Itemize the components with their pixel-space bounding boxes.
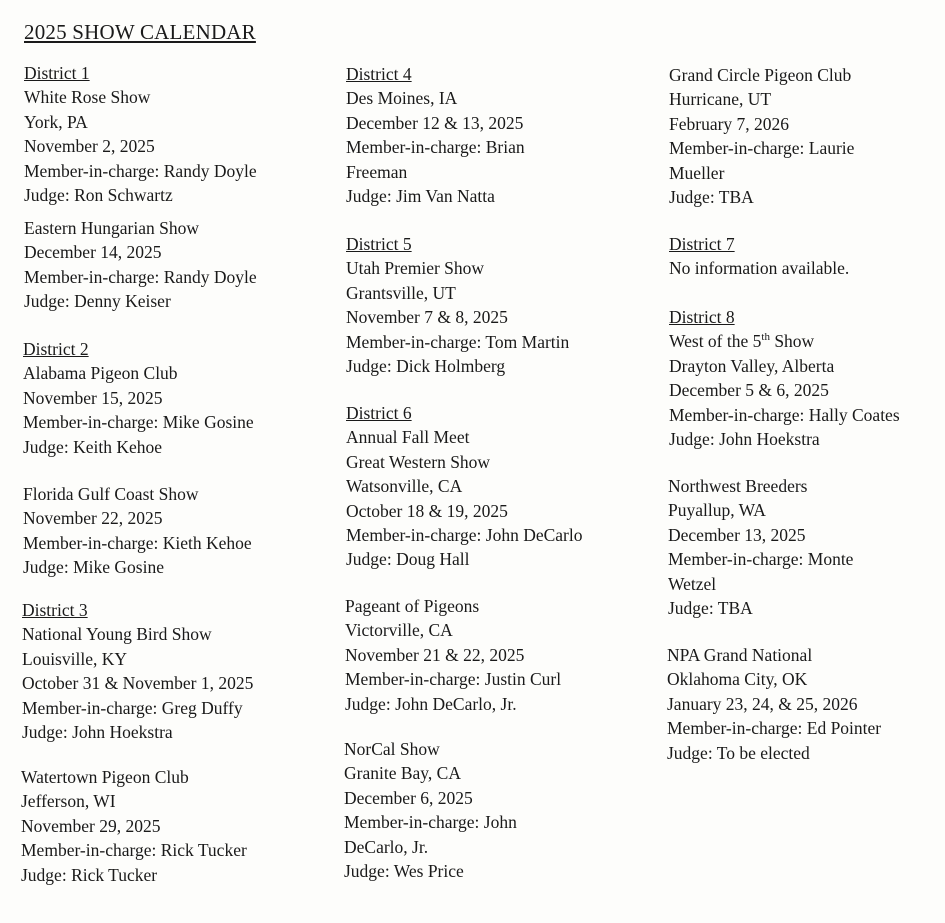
show-member-in-charge: Member-in-charge: Monte [668, 549, 854, 570]
show-name-2: Great Western Show [346, 451, 491, 472]
show-date: December 6, 2025 [344, 787, 473, 808]
show-location: Granite Bay, CA [344, 763, 461, 784]
show-member-in-charge: Member-in-charge: Brian [346, 137, 525, 158]
district-4-section [346, 62, 656, 208]
show-location: Louisville, KY [22, 648, 127, 669]
show-date: December 12 & 13, 2025 [346, 112, 524, 133]
district-heading: District 8 [669, 307, 735, 327]
district-heading: District 1 [24, 63, 90, 83]
show-location: York, PA [24, 111, 88, 132]
page-title: 2025 SHOW CALENDAR [24, 20, 256, 44]
district-3-section [22, 598, 332, 744]
show-member-in-charge: Member-in-charge: Greg Duffy [22, 697, 243, 718]
district-heading: District 2 [23, 339, 89, 359]
show-member-in-charge: Member-in-charge: Tom Martin [346, 331, 570, 352]
show-entry [21, 765, 331, 887]
show-member-in-charge: Member-in-charge: Laurie [669, 138, 855, 159]
show-member-in-charge: Member-in-charge: Mike Gosine [23, 412, 254, 433]
show-entry [669, 63, 945, 209]
show-judge: Judge: Rick Tucker [21, 864, 158, 885]
show-name: Pageant of Pigeons [345, 596, 480, 616]
show-member-in-charge: Member-in-charge: John [344, 812, 517, 833]
show-date: October 31 & November 1, 2025 [22, 673, 254, 694]
show-member-in-charge-cont: DeCarlo, Jr. [344, 836, 429, 857]
district-heading: District 7 [669, 234, 735, 254]
show-date: November 29, 2025 [21, 815, 161, 836]
show-member-in-charge-cont: Mueller [669, 162, 725, 183]
show-judge: Judge: Jim Van Natta [346, 186, 495, 207]
show-member-in-charge-cont: Freeman [346, 161, 408, 182]
show-member-in-charge: Member-in-charge: Rick Tucker [21, 840, 247, 861]
district-5-section [346, 232, 656, 378]
show-member-in-charge: Member-in-charge: Ed Pointer [667, 718, 882, 739]
show-judge: Judge: Dick Holmberg [346, 356, 506, 377]
show-date: December 14, 2025 [24, 242, 162, 263]
show-name: Northwest Breeders [668, 476, 808, 496]
show-location: Puyallup, WA [668, 500, 766, 521]
show-date: October 18 & 19, 2025 [346, 500, 508, 521]
show-date: February 7, 2026 [669, 113, 790, 134]
show-name: Annual Fall Meet [346, 427, 470, 448]
show-name: Watertown Pigeon Club [21, 767, 189, 787]
show-entry [24, 216, 334, 314]
show-entry [345, 594, 655, 716]
district-heading: District 3 [22, 600, 88, 620]
show-judge: Judge: Mike Gosine [23, 557, 164, 578]
show-judge: Judge: To be elected [667, 742, 810, 763]
show-date: December 13, 2025 [668, 524, 806, 545]
show-judge: Judge: TBA [668, 598, 753, 619]
show-judge: Judge: TBA [669, 187, 754, 208]
show-member-in-charge-cont: Wetzel [668, 573, 717, 594]
show-member-in-charge: Member-in-charge: Hally Coates [669, 404, 900, 425]
show-name: Eastern Hungarian Show [24, 218, 199, 238]
show-name: NorCal Show [344, 739, 440, 759]
show-name [669, 329, 945, 353]
district-1-section [24, 61, 334, 207]
district-heading: District 5 [346, 234, 412, 254]
show-judge: Judge: Doug Hall [346, 549, 470, 570]
show-entry [344, 737, 654, 883]
show-name: Alabama Pigeon Club [23, 363, 178, 384]
show-judge: Judge: John Hoekstra [669, 429, 820, 450]
show-location: Des Moines, IA [346, 88, 458, 109]
show-name: White Rose Show [24, 87, 151, 108]
district-2-section [23, 337, 333, 459]
show-date: November 15, 2025 [23, 387, 163, 408]
show-name: Florida Gulf Coast Show [23, 484, 199, 504]
show-judge: Judge: Wes Price [344, 861, 464, 882]
show-date: November 7 & 8, 2025 [346, 307, 508, 328]
show-location: Victorville, CA [345, 620, 453, 641]
district-6-section [346, 401, 656, 572]
district-heading: District 4 [346, 64, 412, 84]
show-entry [668, 474, 945, 620]
show-date: November 22, 2025 [23, 508, 163, 529]
district-7-section [669, 232, 945, 281]
show-entry [667, 643, 945, 765]
show-judge: Judge: Ron Schwartz [24, 185, 173, 206]
show-date: January 23, 24, & 25, 2026 [667, 693, 858, 714]
district-heading: District 6 [346, 403, 412, 423]
show-name-part: Show [769, 331, 815, 352]
show-location: Drayton Valley, Alberta [669, 355, 835, 376]
show-judge: Judge: John DeCarlo, Jr. [345, 693, 517, 714]
show-member-in-charge: Member-in-charge: Randy Doyle [24, 160, 257, 181]
show-judge: Judge: Keith Kehoe [23, 436, 162, 457]
show-member-in-charge: Member-in-charge: Kieth Kehoe [23, 532, 252, 553]
show-location: Grantsville, UT [346, 282, 456, 303]
ordinal-suffix: th [761, 331, 770, 344]
show-name: Grand Circle Pigeon Club [669, 65, 852, 85]
district-note: No information available. [669, 258, 850, 279]
show-judge: Judge: Denny Keiser [24, 291, 171, 312]
show-name: National Young Bird Show [22, 624, 212, 645]
show-location: Oklahoma City, OK [667, 669, 808, 690]
show-judge: Judge: John Hoekstra [22, 722, 173, 743]
show-name: NPA Grand National [667, 645, 813, 665]
district-8-section [669, 305, 945, 451]
show-date: November 2, 2025 [24, 136, 155, 157]
show-date: November 21 & 22, 2025 [345, 644, 525, 665]
show-date: December 5 & 6, 2025 [669, 380, 829, 401]
show-location: Jefferson, WI [21, 791, 116, 812]
show-location: Hurricane, UT [669, 89, 772, 110]
show-location: Watsonville, CA [346, 476, 463, 497]
show-name-part: West of the 5 [669, 331, 762, 352]
show-member-in-charge: Member-in-charge: Justin Curl [345, 669, 562, 690]
show-member-in-charge: Member-in-charge: John DeCarlo [346, 525, 583, 546]
show-member-in-charge: Member-in-charge: Randy Doyle [24, 266, 257, 287]
show-entry [23, 482, 333, 580]
show-name: Utah Premier Show [346, 258, 485, 279]
